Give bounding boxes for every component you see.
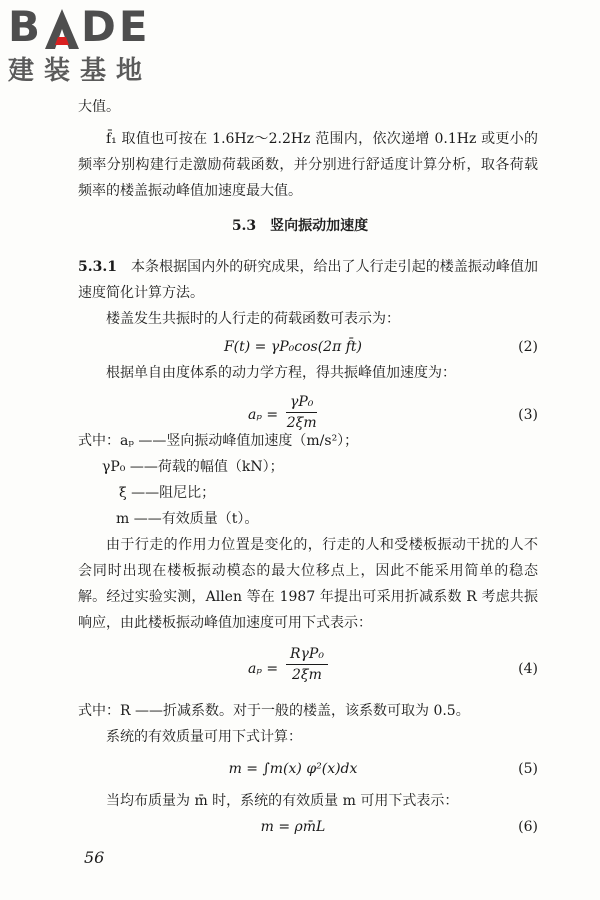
equation-4 [78, 644, 538, 690]
equation-4-numerator: RγP₀ [286, 644, 328, 665]
text-line-continuation: 大值。 [78, 99, 120, 115]
equation-4-lhs: aₚ = [248, 661, 279, 677]
logo-letters-de: DE [81, 2, 151, 51]
paragraph-uniform-mass: 当均布质量为 m̄ 时，系统的有效质量 m 可用下式表示： [106, 793, 459, 809]
clause-number: 5.3.1 [78, 259, 117, 275]
where-xi: ξ ——阻尼比； [119, 485, 216, 501]
equation-3-denominator: 2ξm [286, 415, 317, 431]
equation-5-formula: m = ∫m(x) φ²(x)dx [228, 761, 358, 777]
logo-subtitle: 建装基地 [8, 56, 153, 86]
paragraph-sdof: 根据单自由度体系的动力学方程，得共振峰值加速度为： [106, 365, 456, 381]
clause-text: 本条根据国内外的研究成果，给出了人行走引起的楼盖振动峰值加速度简化计算方法。 [78, 259, 538, 301]
where-ap: 式中：aₚ ——竖向振动峰值加速度（m/s²）； [78, 433, 359, 449]
equation-3-number: (3) [518, 407, 538, 423]
equation-3-lhs: aₚ = [248, 407, 279, 423]
paragraph-f1: f̄₁ 取值也可按在 1.6Hz～2.2Hz 范围内，依次递增 0.1Hz 或更小的频率分别构建行走激励荷载函数，并分别进行舒适度计算分析，取各荷载频率的楼盖振动峰值加速度最大值。 [78, 131, 538, 199]
logo-wordmark [8, 2, 183, 52]
equation-4-denominator: 2ξm [292, 667, 322, 683]
paragraph-allen: 由于行走的作用力位置是变化的，行走的人和受楼板振动干扰的人不会同时出现在楼板振动模态的最大位移点上，因此不能采用简单的稳态解。经过实验实测，Allen 等在 1987 年提出可采用折减系数 R 考虑共振响应，由此楼板振动峰值加速度可用下式表示： [78, 537, 538, 631]
equation-6 [78, 814, 538, 840]
equation-4-number: (4) [518, 661, 538, 677]
logo [8, 2, 183, 86]
equation-6-formula: m = ρm̄L [260, 819, 326, 835]
page-number: 56 [84, 848, 105, 867]
equation-2 [78, 334, 538, 360]
equation-6-number: (6) [518, 819, 538, 835]
equation-5-number: (5) [518, 761, 538, 777]
section-heading: 5.3 竖向振动加速度 [231, 218, 369, 234]
logo-a-shape-icon [45, 7, 79, 47]
where-r: 式中：R ——折减系数。对于一般的楼盖，该系数可取为 0.5。 [78, 703, 470, 719]
equation-2-number: (2) [518, 339, 538, 355]
where-m: m ——有效质量（t）。 [116, 511, 259, 527]
paragraph-effective-mass: 系统的有效质量可用下式计算： [106, 729, 302, 745]
logo-letter-b: B [8, 2, 44, 51]
clause-5-3-1 [78, 254, 538, 306]
equation-2-formula: F(t) = γP₀cos(2π f̄t) [223, 339, 363, 355]
equation-3-numerator: γP₀ [286, 392, 317, 413]
equation-3-fraction [286, 392, 317, 433]
where-gamma-p0: γP₀ ——荷载的幅值（kN）； [102, 459, 284, 475]
equation-5 [78, 756, 538, 782]
paragraph-load-function: 楼盖发生共振时的人行走的荷载函数可表示为： [106, 311, 400, 327]
equation-4-fraction [286, 644, 328, 685]
